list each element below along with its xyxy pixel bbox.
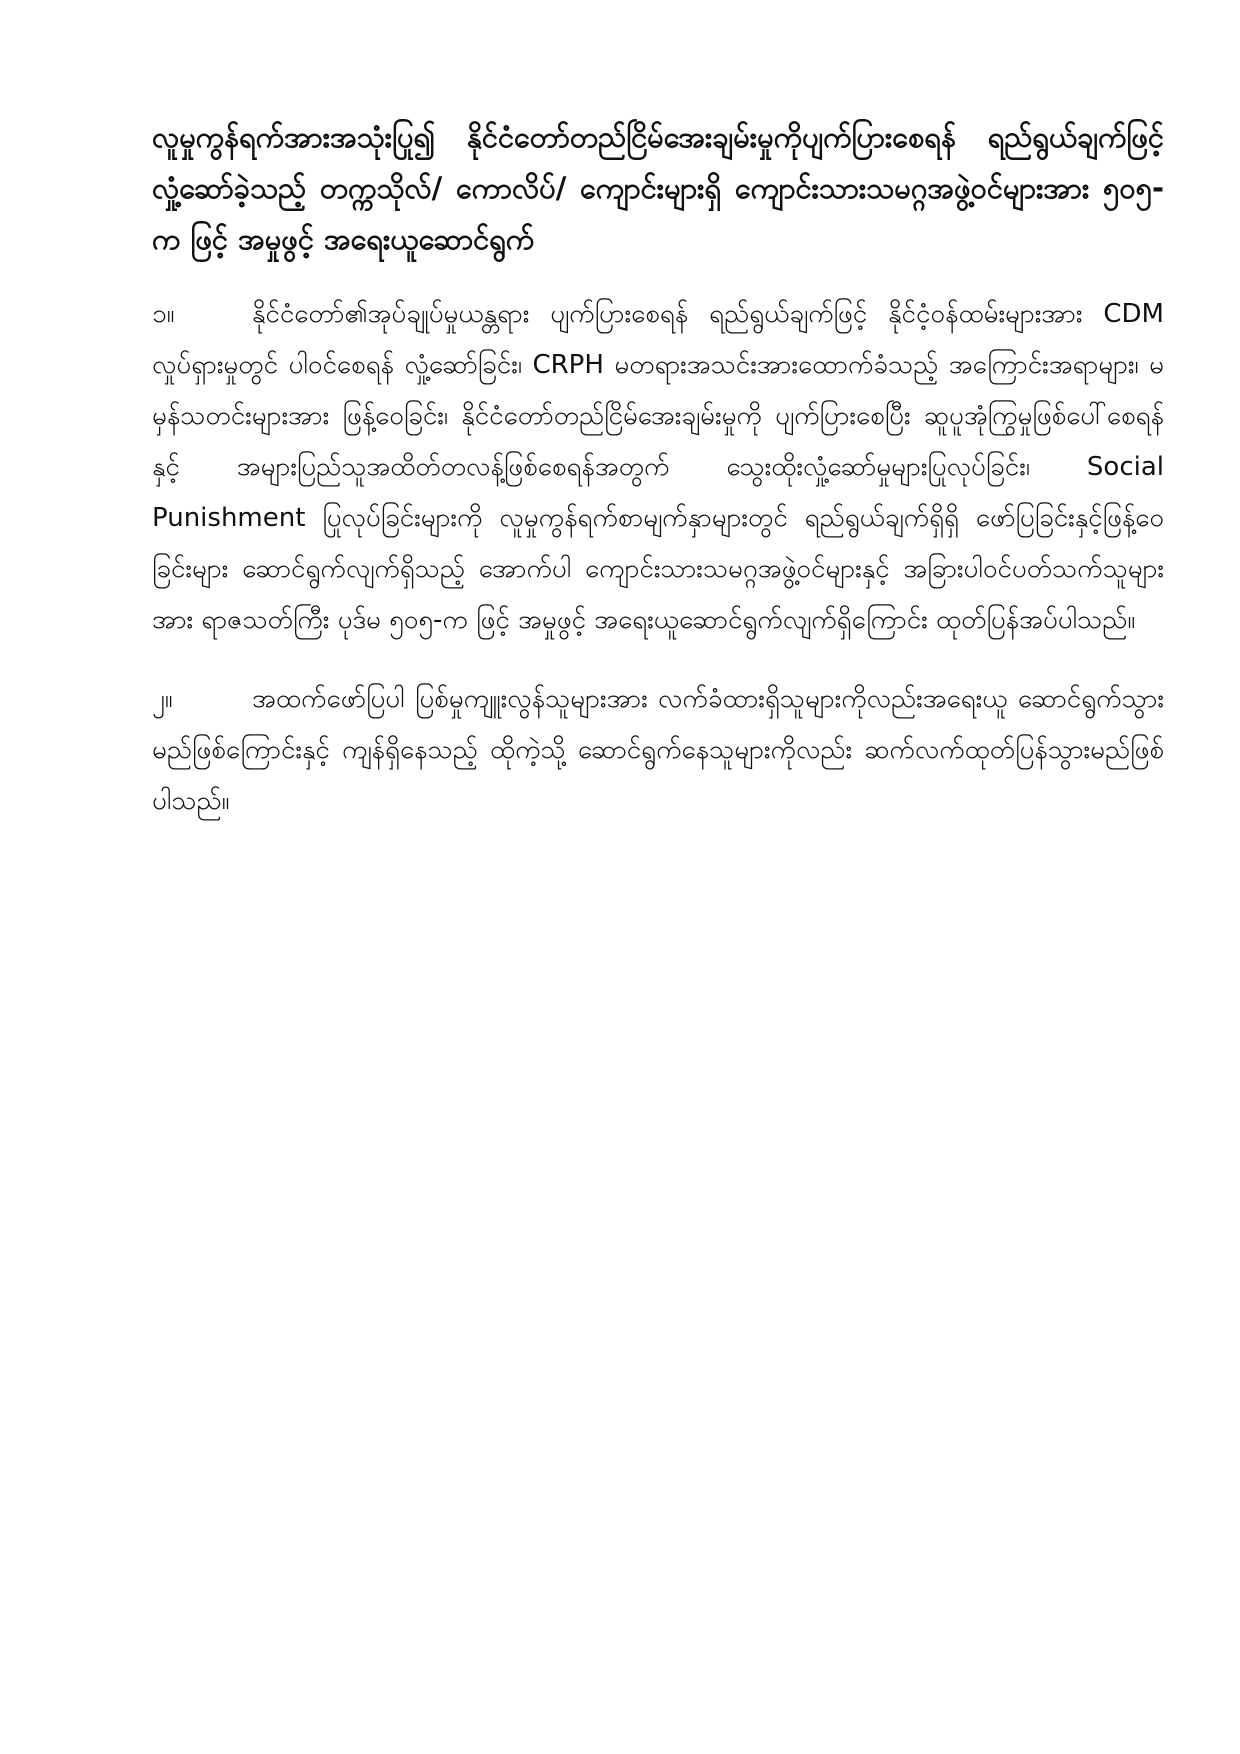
paragraph-2	[152, 674, 1164, 827]
paragraph-number: ၂။	[152, 684, 173, 714]
document-body	[152, 112, 1164, 855]
paragraph-number: ၁။	[152, 299, 175, 329]
paragraph-1	[152, 289, 1164, 646]
paragraph-text: အထက်ဖော်ပြပါ ပြစ်မှုကျူးလွန်သူများအား လက်ခံထားရှိသူများကိုလည်းအရေးယူ ဆောင်ရွက်သွားမည်ဖြစ်ကြောင်းနှင့် ကျန်ရှိနေသည့် ထိုကဲ့သို့ ဆောင်ရွက်နေသူများကိုလည်း ဆက်လက်ထုတ်ပြန်သွားမည်ဖြစ်ပါသည်။	[152, 684, 1164, 816]
paragraph-text: နိုင်ငံတော်၏အုပ်ချုပ်မှုယန္တရား ပျက်ပြားစေရန် ရည်ရွယ်ချက်ဖြင့် နိုင်ငံ့ဝန်ထမ်းများအား CDM လှုပ်ရှားမှုတွင် ပါဝင်စေရန် လှုံ့ဆော်ခြင်း၊ CRPH မတရားအသင်းအားထောက်ခံသည့် အကြောင်းအရာများ၊ မမှန်သတင်းများအား ဖြန့်ဝေခြင်း၊ နိုင်ငံတော်တည်ငြိမ်အေးချမ်းမှုကို ပျက်ပြားစေပြီး ဆူပူအုံကြွမှုဖြစ်ပေါ်စေရန်နှင့် အများပြည်သူအထိတ်တလန့်ဖြစ်စေရန်အတွက် သွေးထိုးလှုံ့ဆော်မှုများပြုလုပ်ခြင်း၊ Social Punishment ပြုလုပ်ခြင်းများကို လူမှုကွန်ရက်စာမျက်နှာများတွင် ရည်ရွယ်ချက်ရှိရှိ ဖော်ပြခြင်းနှင့်ဖြန့်ဝေခြင်းများ ဆောင်ရွက်လျက်ရှိသည့် အောက်ပါ ကျောင်းသားသမဂ္ဂအဖွဲ့ဝင်များနှင့် အခြားပါဝင်ပတ်သက်သူများအား ရာဇသတ်ကြီး ပုဒ်မ ၅၀၅-က ဖြင့် အမှုဖွင့် အရေးယူဆောင်ရွက်လျက်ရှိကြောင်း ထုတ်ပြန်အပ်ပါသည်။	[152, 299, 1164, 635]
document-title: လူမှုကွန်ရက်အားအသုံးပြု၍ နိုင်ငံတော်တည်ငြိမ်အေးချမ်းမှုကိုပျက်ပြားစေရန် ရည်ရွယ်ချက်ဖြင့် လှုံ့ဆော်ခဲ့သည့် တက္ကသိုလ်/ ကောလိပ်/ ကျောင်းများရှိ ကျောင်းသားသမဂ္ဂအဖွဲ့ဝင်များအား ၅၀၅-က ဖြင့် အမှုဖွင့် အရေးယူဆောင်ရွက်	[152, 120, 1164, 256]
